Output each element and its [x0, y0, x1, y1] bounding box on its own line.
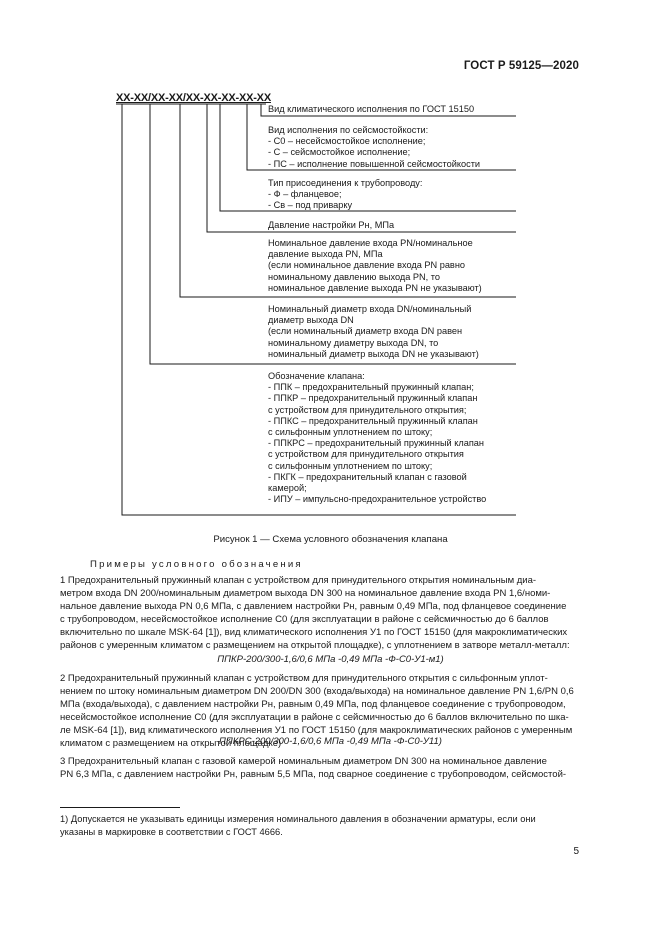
block-line: - ППКР – предохранительный пружинный клапан: [268, 393, 478, 404]
paragraph-line: нением по штоку номинальным диаметром DN 200/DN 300 (входа/выхода) на номинальное давление PN 1,6/PN 0,6: [60, 686, 574, 698]
paragraph-line: 1 Предохранительный пружинный клапан с устройством для принудительного открытия номинальным диа-: [60, 575, 537, 586]
block-line: Тип присоединения к трубопроводу:: [268, 178, 423, 188]
paragraph-line: 3 Предохранительный клапан с газовой камерой номинальным диаметром DN 300 на номинальное давление: [60, 756, 547, 767]
block-line: - ПКГК – предохранительный клапан с газовой: [268, 471, 467, 482]
block-line: - Ф – фланцевое;: [268, 189, 342, 200]
footnote-line: указаны в маркировке в соответствии с ГОСТ 4666.: [60, 827, 283, 837]
paragraph-line: PN 6,3 МПа, с давлением настройки Pн, равным 5,5 МПа, под сварное соединение с трубопроводом, сейсмостой-: [60, 769, 567, 781]
scheme-block-nominal-pressure: [268, 238, 518, 294]
paragraph-line: с трубопроводом, несейсмостойкое исполнение С0 (для эксплуатации в районе с сейсмичностью до 6 баллов: [60, 614, 549, 626]
block-line: Обозначение клапана:: [268, 371, 365, 381]
block-line: Вид исполнения по сейсмостойкости:: [268, 125, 429, 135]
scheme-block-setting-pressure: [268, 220, 518, 231]
block-line: - Св – под приварку: [268, 200, 353, 211]
block-line: с сильфонным уплотнением по штоку;: [268, 460, 433, 471]
block-line: номинальное давление выхода PN не указывают): [268, 282, 482, 293]
block-line: номинальному диаметру выхода DN, то: [268, 337, 439, 348]
block-line: с сильфонным уплотнением по штоку;: [268, 427, 433, 438]
block-line: (если номинальный диаметр входа DN равен: [268, 326, 463, 337]
examples-heading: Примеры условного обозначения: [90, 559, 303, 570]
block-line: номинальный диаметр выхода DN не указывают): [268, 348, 479, 359]
designation-example-2: ППКРС-200/300-1,6/0,6 МПа -0,49 МПа -Ф-С0-У11): [219, 736, 442, 747]
block-line: (если номинальное давление входа PN равно: [268, 260, 465, 271]
block-line: с устройством для принудительного открытия;: [268, 404, 467, 415]
block-line: камерой;: [268, 483, 307, 494]
block-line: - ППКРС – предохранительный пружинный клапан: [268, 438, 484, 449]
paragraph-line: несейсмостойкое исполнение С0 (для эксплуатации в районе с сейсмичностью до 6 баллов включительно по шка-: [60, 712, 569, 724]
block-line: Вид климатического исполнения по ГОСТ 15150: [268, 104, 475, 114]
example-paragraph-3: [60, 755, 582, 781]
example-paragraph-1: [60, 574, 582, 653]
paragraph-line: метром входа DN 200/номинальным диаметром выхода DN 300 на номинальное давление входа PN 1,6/номи-: [60, 588, 551, 600]
block-line: - С0 – несейсмостойкое исполнение;: [268, 136, 426, 147]
block-line: - ПС – исполнение повышенной сейсмостойкости: [268, 158, 481, 169]
footnote-divider: [60, 807, 180, 808]
paragraph-line: включительно по шкале MSK-64 [1]), вид климатического исполнения У1 по ГОСТ 15150 (для макроклиматических: [60, 627, 568, 639]
scheme-block-connection: [268, 178, 518, 212]
scheme-block-climate: [268, 104, 518, 115]
block-line: диаметр выхода DN: [268, 315, 354, 326]
block-line: с устройством для принудительного открытия: [268, 449, 464, 460]
block-line: давление выхода PN, МПа: [268, 249, 383, 260]
designation-code: XX-XX/XX-XX/XX-XX-XX-XX-XX: [116, 92, 271, 104]
block-line: Номинальное давление входа PN/номинальное: [268, 238, 473, 248]
block-line: номинальному давлению выхода PN, то: [268, 271, 440, 282]
paragraph-line: ле MSK-64 [1]), вид климатического исполнения У1 по ГОСТ 15150 (для макроклиматических районов с умеренным: [60, 725, 573, 737]
footnote: [60, 813, 582, 839]
paragraph-line: районов с умеренным климатом с размещением на открытой площадке), с уплотнением в затворе металл-металл:: [60, 640, 570, 652]
page-number: 5: [573, 846, 579, 857]
block-line: Давление настройки Pн, МПа: [268, 220, 395, 230]
paragraph-line: МПа (входа/выхода), с давлением настройки Pн, равным 0,49 МПа, под фланцевое соединение с трубопроводом,: [60, 699, 566, 711]
scheme-block-nominal-diameter: [268, 304, 518, 360]
scheme-block-seismic: [268, 125, 518, 170]
block-line: - ИПУ – импульсно-предохранительное устройство: [268, 494, 487, 505]
block-line: - ППК – предохранительный пружинный клапан;: [268, 382, 474, 393]
block-line: - ППКС – предохранительный пружинный клапан: [268, 415, 478, 426]
paragraph-line: 2 Предохранительный пружинный клапан с устройством для принудительного открытия с сильфонным уплот-: [60, 673, 548, 684]
paragraph-line: климатом с размещением на открытой площадке): [60, 738, 282, 750]
block-line: - С – сейсмостойкое исполнение;: [268, 147, 411, 158]
figure-caption: Рисунок 1 — Схема условного обозначения клапана: [213, 534, 448, 545]
paragraph-line: нальное давление выхода PN 0,6 МПа, с давлением настройки Pн, равным 0,49 МПа, под фланцевое соединение: [60, 601, 567, 613]
footnote-line: 1) Допускается не указывать единицы измерения номинального давления в обозначении арматуры, если они: [60, 814, 536, 824]
standard-header: ГОСТ Р 59125—2020: [463, 60, 579, 72]
designation-example-1: ППКР-200/300-1,6/0,6 МПа -0,49 МПа -Ф-С0-У1-м1): [217, 654, 444, 665]
scheme-block-valve-type: [268, 371, 518, 505]
block-line: Номинальный диаметр входа DN/номинальный: [268, 304, 472, 314]
